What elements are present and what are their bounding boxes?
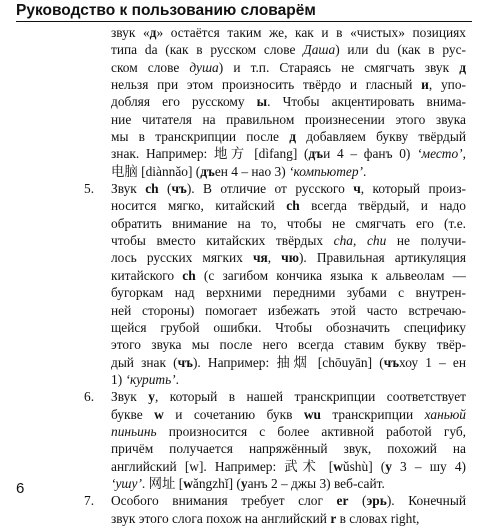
text-line: букве w и сочетанию букв wu транскрипции ханьюй: [111, 406, 466, 422]
text-line: ском слове душа) и т.п. Стараясь не смягчать звук д: [111, 59, 466, 75]
text-line: знак. Например: 地方 [dìfang] (дъи 4 – фанъ 0) ‘место’,: [111, 146, 466, 162]
page-header: Руководство к пользованию словарём: [16, 0, 472, 22]
page-body: [0, 24, 500, 527]
text-line: типа da (как в русском слове Даша) или du (как в рус-: [111, 42, 466, 58]
text-line: ние читателя на правильном произнесении этого звука: [111, 111, 466, 127]
text-line: английский [w]. Например: 武术 [wǔshù] (у 3 – шу 4): [111, 458, 466, 474]
list-item-number: 5.: [84, 181, 95, 197]
text-line: лось русских мягких чя, чю). Правильная артикуляция: [111, 250, 466, 266]
text-line: пиньинь произносится с более активной работой губ,: [111, 423, 466, 439]
text-line: 电脑 [diànnǎo] (дъен 4 – нао 3) ‘компьютер’.: [111, 163, 367, 179]
text-line: Особого внимания требует слог er (эрь). Конечный: [111, 493, 466, 509]
text-line: нельзя при этом произносить твёрдо и гласный и, упо-: [111, 77, 466, 93]
text-line: ней стороны) помогает избежать этой часто встречаю-: [111, 302, 466, 318]
text-line: дый знак (чъ). Например: 抽烟 [chōuyān] (чъхоу 1 – ен: [111, 354, 466, 370]
text-line: бугоркам над верхними передними зубами с внутрен-: [111, 285, 466, 301]
text-line: добляя его русскому ы. Чтобы акцентировать внима-: [111, 94, 466, 110]
text-line: китайского ch (с загибом кончика языка к альвеолам —: [111, 267, 466, 283]
list-item-number: 6.: [84, 389, 95, 405]
text-line: причём получается напряжённый звук, похожий на: [111, 441, 466, 457]
text-line: 1) ‘курить’.: [111, 371, 179, 387]
text-line: щейся грубой ошибки. Чтобы обозначить специфику: [111, 319, 466, 335]
text-line: мы в транскрипции после д добавляем букву твёрдый: [111, 129, 466, 145]
text-line: звук этого слога похож на английский r в словах right,: [111, 510, 420, 526]
text-line: носится мягко, китайский ch всегда твёрдый, и надо: [111, 198, 466, 214]
text-line: Звук у, который в нашей транскрипции соответствует: [111, 389, 466, 405]
text-line: Звук ch (чъ). В отличие от русского ч, который произ-: [111, 181, 466, 197]
paragraph-continuation: [111, 24, 466, 180]
page-number: 6: [16, 480, 25, 497]
list-item-5: [84, 180, 466, 388]
text-line: ‘ушу’. 网址 [wǎngzhǐ] (уанъ 2 – джы 3) веб-сайт.: [111, 475, 385, 491]
list-item-7: [84, 492, 466, 527]
list-item-6: [84, 388, 466, 492]
text-line: обратить внимание на то, чтобы не смягчать его (т.е.: [111, 215, 466, 231]
text-line: звук «д» остаётся таким же, как и в «чистых» позициях: [111, 25, 466, 40]
text-line: этого звука мы после него всегда ставим букву твёр-: [111, 337, 466, 353]
text-line: чтобы вместо китайских твёрдых cha, chu не получи-: [111, 233, 466, 249]
list-item-number: 7.: [84, 493, 95, 509]
